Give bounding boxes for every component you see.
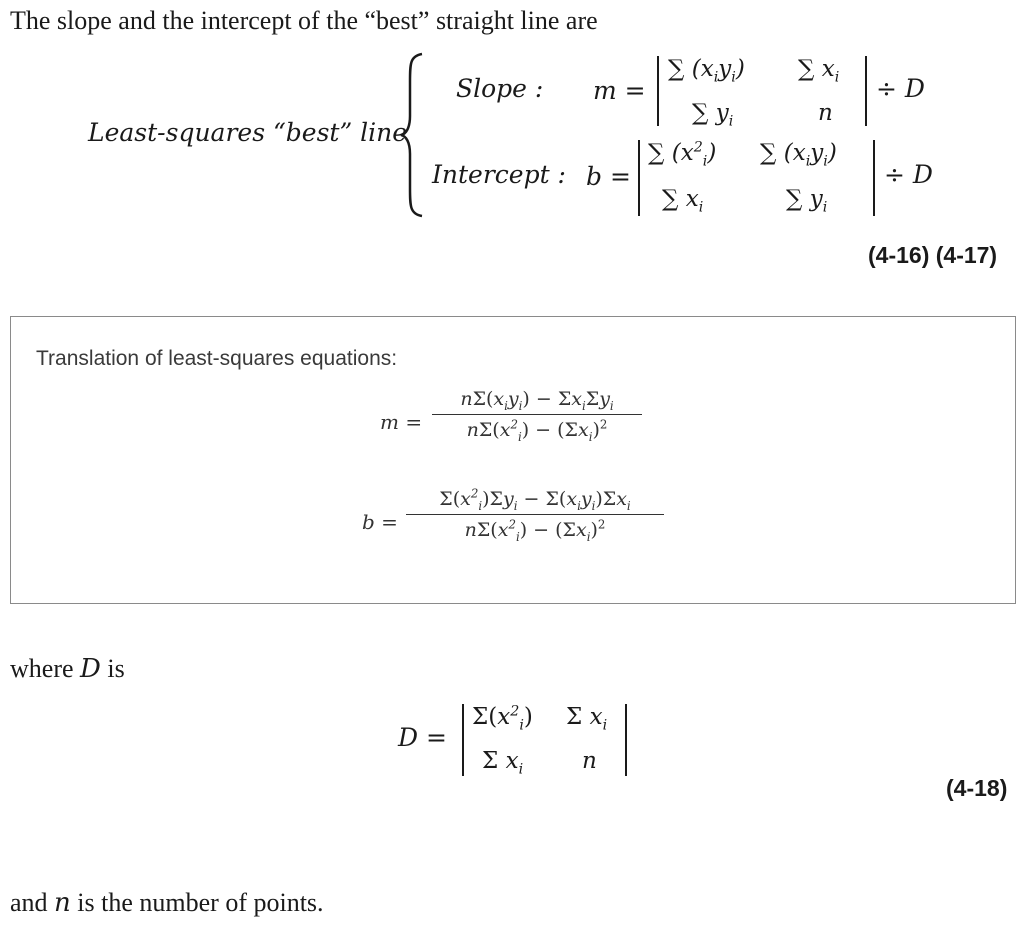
b-fraction: $\Sigma(x^2_i)\Sigma y_i - \Sigma(x_iy_i)\Sigma x_i$ $n\Sigma(x^2_i) - (\Sigma x_i)^2$ — [406, 488, 664, 541]
det-bar-left — [638, 140, 640, 216]
divide-by-d: ÷ D — [876, 74, 925, 103]
det-bar-right — [625, 704, 627, 776]
det-bar-left — [657, 56, 659, 126]
left-brace-icon — [400, 52, 426, 218]
m-fraction: $n\Sigma(x_iy_i) - \Sigma x_i\Sigma y_i$ $n\Sigma(x^2_i) - (\Sigma x_i)^2$ — [432, 388, 642, 441]
d-det-cell: Σ $x_i$ — [482, 748, 524, 778]
translation-title: Translation of least-squares equations: — [36, 347, 398, 370]
equation-number: (4-18) — [946, 775, 1008, 801]
slope-label: Slope : — [456, 74, 544, 103]
d-lhs: D = — [398, 723, 447, 752]
equation-numbers: (4-16) (4-17) — [868, 242, 998, 268]
intercept-lhs: b = — [586, 162, 631, 191]
closing-text: and n is the number of points. — [10, 888, 324, 918]
d-det-cell: n — [582, 748, 597, 774]
slope-det-cell: ∑ $y_i$ — [692, 100, 734, 130]
intercept-det-cell: ∑ $(x^2_i)$ — [648, 139, 717, 170]
m-lhs: m = — [380, 410, 423, 434]
slope-lhs: m = — [593, 76, 646, 105]
divide-by-d: ÷ D — [884, 160, 933, 189]
intercept-label: Intercept : — [432, 160, 566, 189]
b-lhs: b = — [362, 510, 398, 534]
intercept-det-cell: ∑ $y_i$ — [786, 186, 828, 216]
slope-det-cell: ∑ $(x_iy_i)$ — [668, 56, 745, 86]
intro-text: The slope and the intercept of the “best” straight line are — [10, 6, 598, 35]
d-det-cell: Σ $x_i$ — [566, 704, 608, 734]
d-det-cell: $\Sigma(x^2_i)$ — [472, 703, 533, 734]
intercept-det-cell: ∑ $(x_iy_i)$ — [760, 140, 837, 170]
det-bar-right — [873, 140, 875, 216]
slope-det-cell: n — [818, 100, 833, 126]
det-bar-right — [865, 56, 867, 126]
det-bar-left — [462, 704, 464, 776]
where-text: where D is — [10, 654, 125, 684]
intercept-det-cell: ∑ $x_i$ — [662, 186, 704, 216]
system-label: Least-squares “best” line — [88, 118, 408, 147]
slope-det-cell: ∑ $x_i$ — [798, 56, 840, 86]
